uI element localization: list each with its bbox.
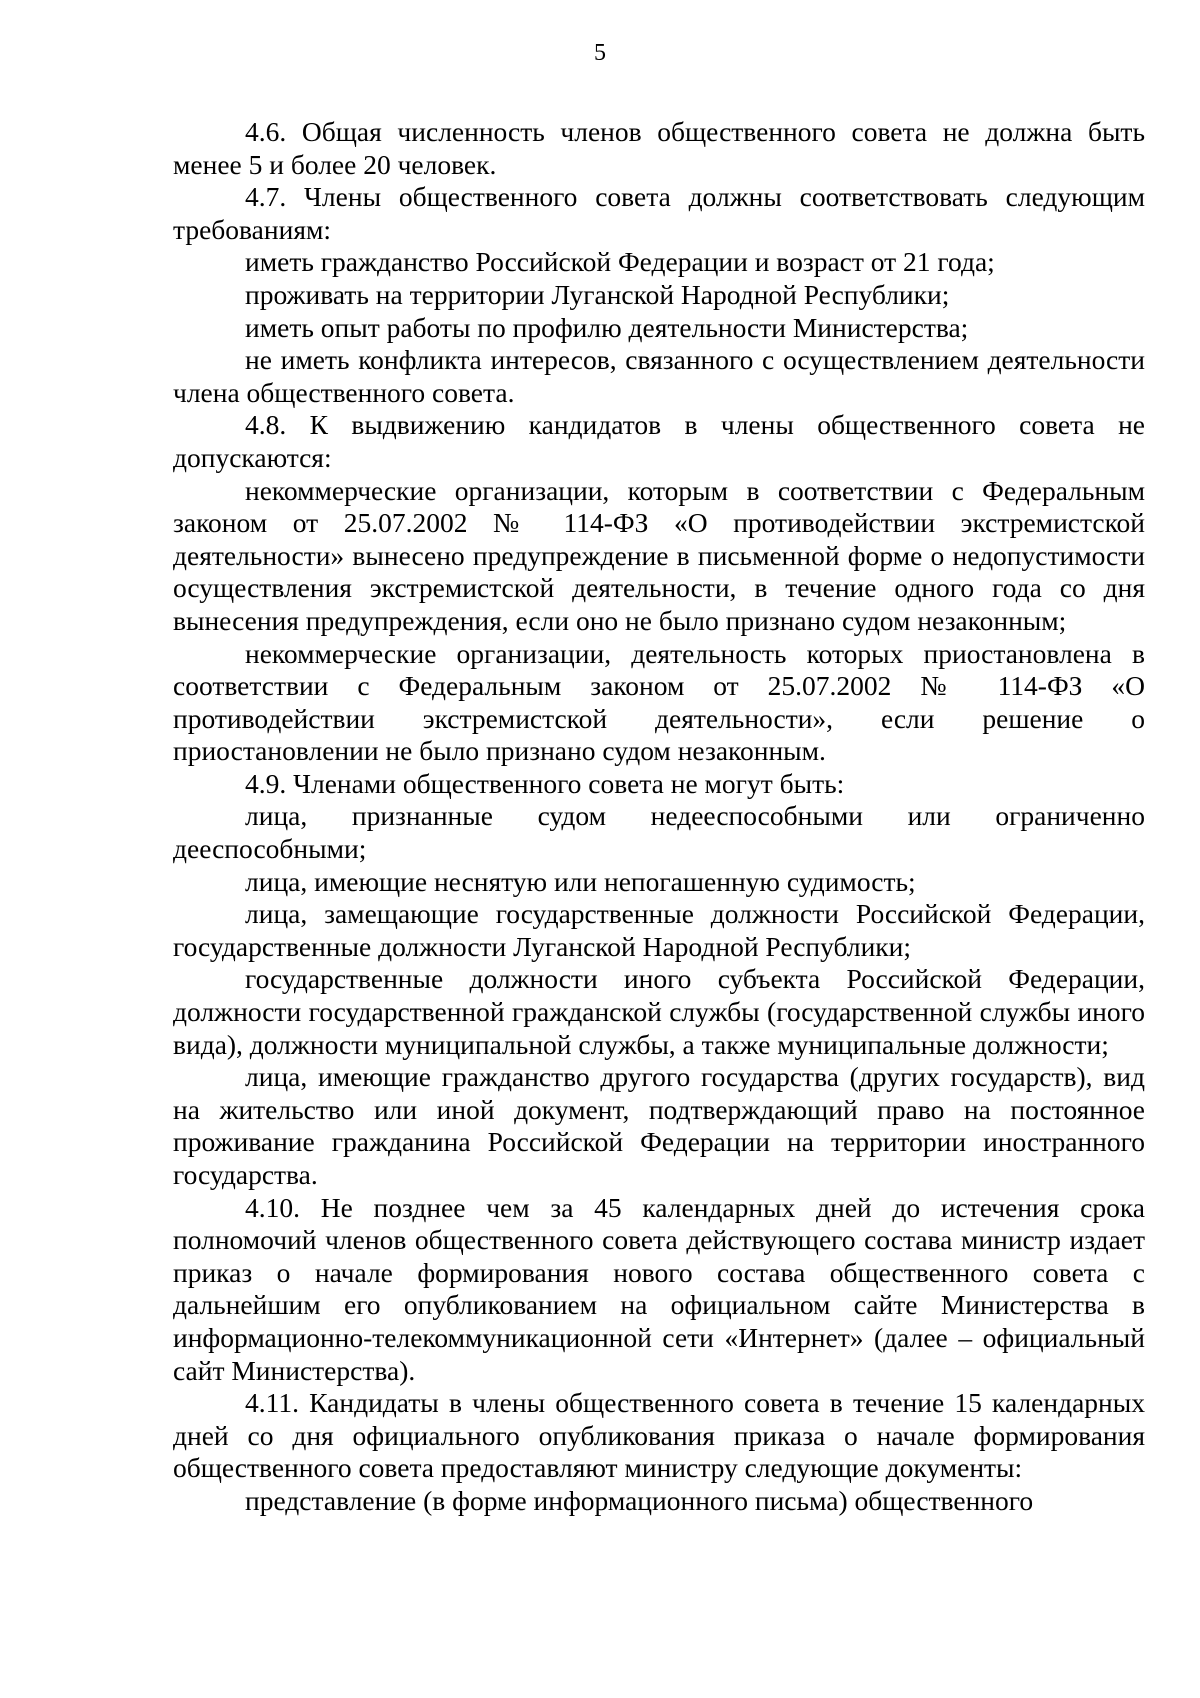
page-number: 5 (594, 40, 606, 66)
exclusion-warned-organizations: некоммерческие организации, которым в соответствии с Федеральным законом от 25.07.2002 № 114-ФЗ «О противодействии экстремистской деятельности» вынесено предупреждение в письменной форме о недопустимости осуществления экстремистской деятельности, в течение одного года со дня вынесения предупреждения, если оно не было признано судом незаконным; (173, 474, 1145, 636)
paragraph-4-11: 4.11. Кандидаты в члены общественного совета в течение 15 календарных дней со дня официального опубликования приказа о начале формирования общественного совета предоставляют министру следующие документы: (173, 1387, 1145, 1484)
paragraph-4-8: 4.8. К выдвижению кандидатов в члены общественного совета не допускаются: (173, 409, 1145, 473)
ineligible-other-positions: государственные должности иного субъекта Российской Федерации, должности государственной гражданской службы (государственной службы иного вида), должности муниципальной службы, а также муниципальные должности; (173, 963, 1145, 1060)
paragraph-4-7: 4.7. Члены общественного совета должны соответствовать следующим требованиям: (173, 181, 1145, 245)
ineligible-incapacitated: лица, признанные судом недееспособными или ограниченно дееспособными; (173, 800, 1145, 865)
ineligible-foreign-citizenship: лица, имеющие гражданство другого государства (других государств), вид на жительство или иной документ, подтверждающий право на постоянное проживание гражданина Российской Федерации на территории иностранного государства. (173, 1061, 1145, 1190)
document-body (173, 116, 1145, 1518)
paragraph-4-9: 4.9. Членами общественного совета не могут быть: (245, 767, 845, 799)
paragraph-4-6: 4.6. Общая численность членов общественного совета не должна быть менее 5 и более 20 человек. (173, 116, 1145, 180)
ineligible-convicted: лица, имеющие неснятую или непогашенную судимость; (245, 865, 916, 897)
requirement-citizenship: иметь гражданство Российской Федерации и возраст от 21 года; (245, 246, 995, 278)
document-list-first-item: представление (в форме информационного письма) общественного (245, 1484, 1034, 1516)
requirement-experience: иметь опыт работы по профилю деятельности Министерства; (245, 311, 969, 343)
paragraph-4-10: 4.10. Не позднее чем за 45 календарных дней до истечения срока полномочий членов общественного совета действующего состава министр издает приказ о начале формирования нового состава общественного совета с дальнейшим его опубликованием на официальном сайте Министерства в информационно-телекоммуникационной сети «Интернет» (далее – официальный сайт Министерства). (173, 1191, 1145, 1386)
requirement-no-conflict: не иметь конфликта интересов, связанного с осуществлением деятельности члена общественного совета. (173, 344, 1145, 408)
requirement-residence: проживать на территории Луганской Народной Республики; (245, 278, 950, 310)
exclusion-suspended-organizations: некоммерческие организации, деятельность которых приостановлена в соответствии с Федеральным законом от 25.07.2002 № 114-ФЗ «О противодействии экстремистской деятельности», если решение о приостановлении не было признано судом незаконным. (173, 637, 1145, 767)
ineligible-state-positions: лица, замещающие государственные должности Российской Федерации, государственные должности Луганской Народной Республики; (173, 898, 1145, 962)
